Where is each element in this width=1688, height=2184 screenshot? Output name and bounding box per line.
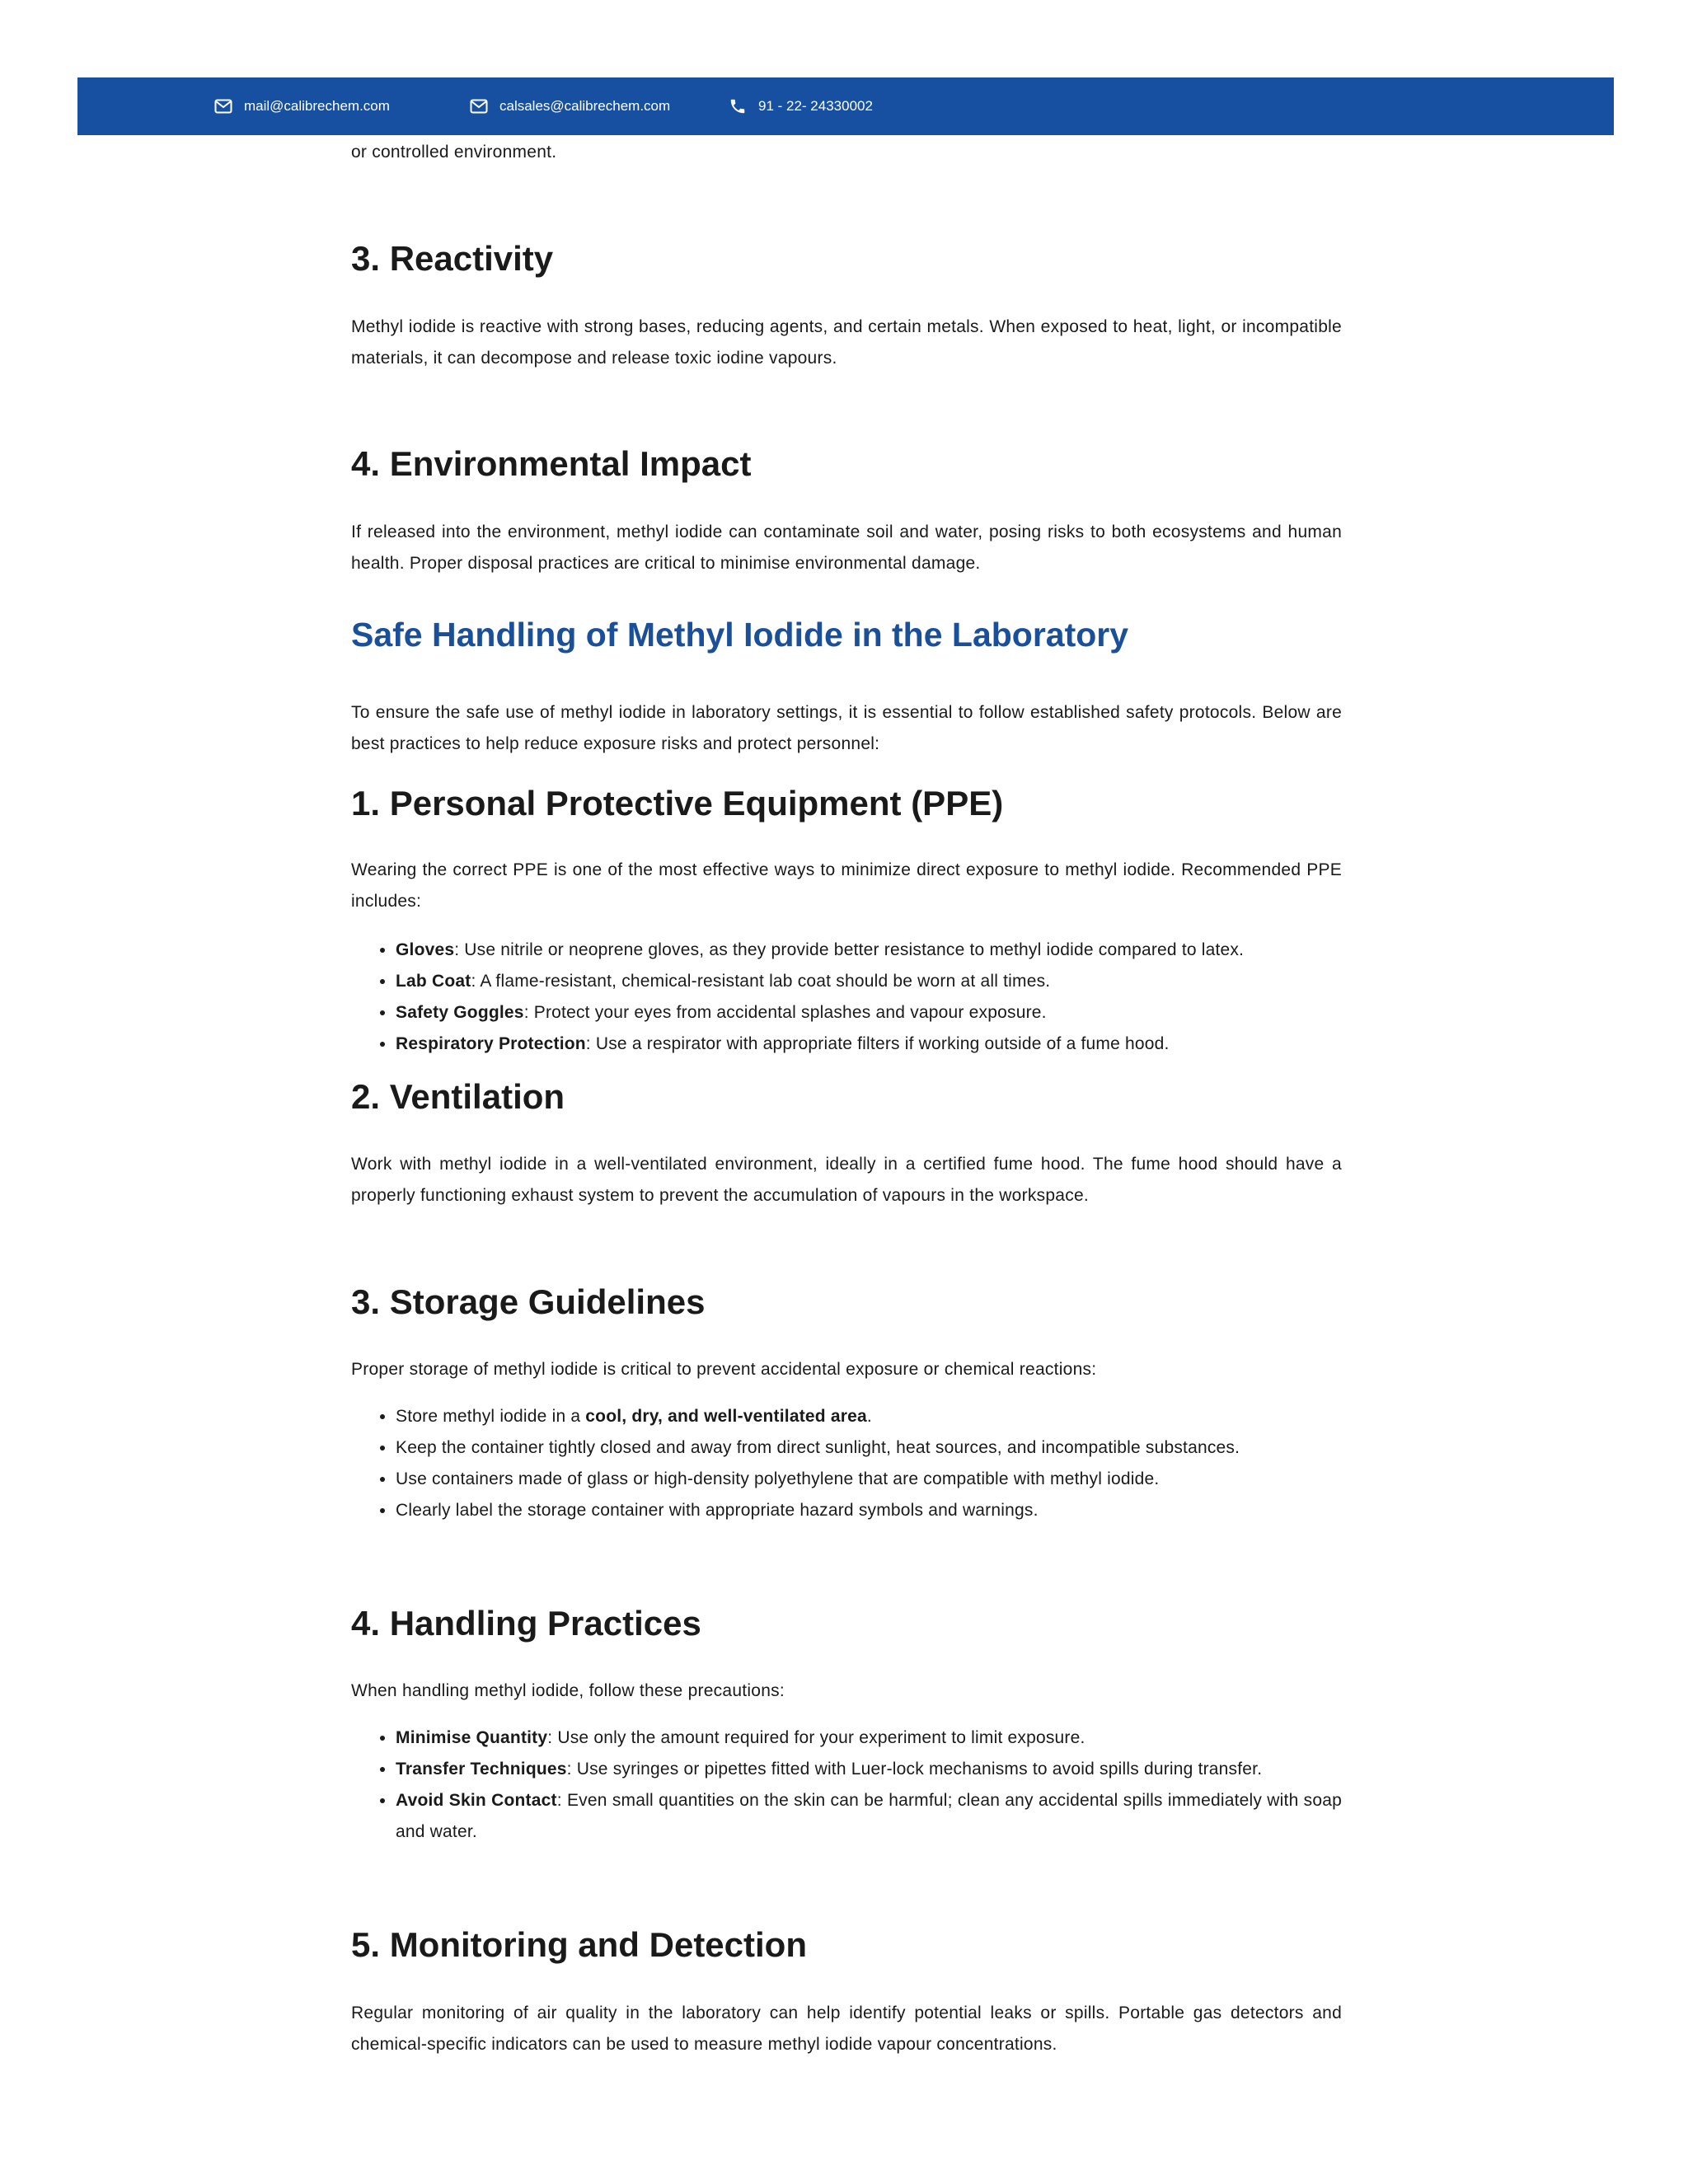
- list-item: • Gloves: Use nitrile or neoprene gloves, as they provide better resistance to methyl iodide compared to latex.: [396, 935, 1342, 966]
- envelope-icon: [214, 99, 232, 114]
- monitoring-text: Regular monitoring of air quality in the laboratory can help identify potential leaks or spills. Portable gas detectors and chemical-specific indicators can be used to measure methyl iodide vapour concentrations.: [351, 2004, 1342, 2054]
- ppe-list-wrap: [351, 935, 1342, 1060]
- envelope-icon: [470, 99, 488, 114]
- environment-heading-wrap: [351, 443, 1342, 485]
- list-item: • Minimise Quantity: Use only the amount required for your experiment to limit exposure.: [396, 1722, 1342, 1754]
- reactivity-heading: 3. Reactivity: [351, 239, 554, 278]
- monitoring-heading: 5. Monitoring and Detection: [351, 1925, 807, 1964]
- phone-text: 91 - 22- 24330002: [758, 98, 873, 114]
- storage-intro: Proper storage of methyl iodide is critical to prevent accidental exposure or chemical reactions:: [351, 1360, 1097, 1379]
- safe-handling-intro: To ensure the safe use of methyl iodide in laboratory settings, it is essential to follow established safety protocols. Below are best practices to help reduce exposure risks and protect personnel:: [351, 703, 1342, 753]
- intro-fragment: or controlled environment.: [351, 143, 557, 162]
- monitoring-text-wrap: [351, 1998, 1342, 2060]
- reactivity-text-wrap: [351, 312, 1342, 374]
- ppe-intro: Wearing the correct PPE is one of the most effective ways to minimize direct exposure to methyl iodide. Recommended PPE includes:: [351, 860, 1342, 911]
- monitoring-heading-wrap: [351, 1924, 1342, 1966]
- list-item: • Store methyl iodide in a cool, dry, and well-ventilated area.: [396, 1401, 1342, 1432]
- email-text-mail: mail@calibrechem.com: [244, 98, 390, 114]
- handling-intro: When handling methyl iodide, follow these precautions:: [351, 1681, 785, 1700]
- phone-icon: [729, 97, 747, 115]
- ppe-heading: 1. Personal Protective Equipment (PPE): [351, 784, 1004, 823]
- list-item: • Clearly label the storage container with appropriate hazard symbols and warnings.: [396, 1495, 1342, 1526]
- safe-handling-heading-wrap: [351, 613, 1342, 656]
- list-item: • Use containers made of glass or high-density polyethylene that are compatible with methyl iodide.: [396, 1464, 1342, 1495]
- ppe-list: [351, 935, 1342, 1060]
- list-item: • Lab Coat: A flame-resistant, chemical-resistant lab coat should be worn at all times.: [396, 966, 1342, 997]
- ventilation-heading-wrap: [351, 1076, 1342, 1118]
- safe-handling-heading: Safe Handling of Methyl Iodide in the Laboratory: [351, 616, 1129, 654]
- storage-intro-wrap: [351, 1354, 1342, 1385]
- storage-list-wrap: [351, 1401, 1342, 1526]
- safe-handling-intro-wrap: [351, 697, 1342, 760]
- list-item: • Transfer Techniques: Use syringes or pipettes fitted with Luer-lock mechanisms to avoid spills during transfer.: [396, 1754, 1342, 1785]
- list-item: • Keep the container tightly closed and away from direct sunlight, heat sources, and incompatible substances.: [396, 1432, 1342, 1464]
- ventilation-text-wrap: [351, 1149, 1342, 1212]
- email-link-mail[interactable]: [214, 77, 390, 135]
- environment-text: If released into the environment, methyl iodide can contaminate soil and water, posing risks to both ecosystems and human health. Proper disposal practices are critical to minimise environmental damage.: [351, 523, 1342, 573]
- handling-heading: 4. Handling Practices: [351, 1604, 701, 1643]
- environment-text-wrap: [351, 517, 1342, 579]
- storage-heading-wrap: [351, 1281, 1342, 1324]
- list-item: • Safety Goggles: Protect your eyes from accidental splashes and vapour exposure.: [396, 997, 1342, 1029]
- storage-list: [351, 1401, 1342, 1526]
- storage-heading: 3. Storage Guidelines: [351, 1282, 706, 1321]
- handling-intro-wrap: [351, 1675, 1342, 1707]
- reactivity-text: Methyl iodide is reactive with strong bases, reducing agents, and certain metals. When exposed to heat, light, or incompatible materials, it can decompose and release toxic iodine vapours.: [351, 317, 1342, 368]
- top-contact-bar: [77, 77, 1614, 135]
- reactivity-heading-wrap: [351, 237, 1342, 280]
- environment-heading: 4. Environmental Impact: [351, 444, 752, 483]
- list-item: • Avoid Skin Contact: Even small quantities on the skin can be harmful; clean any accidental spills immediately with soap and water.: [396, 1785, 1342, 1848]
- handling-list-wrap: [351, 1722, 1342, 1848]
- handling-heading-wrap: [351, 1602, 1342, 1645]
- list-item: • Respiratory Protection: Use a respirator with appropriate filters if working outside of a fume hood.: [396, 1029, 1342, 1060]
- phone-link[interactable]: [729, 77, 873, 135]
- ppe-heading-wrap: [351, 782, 1342, 825]
- ventilation-heading: 2. Ventilation: [351, 1077, 565, 1116]
- ventilation-text: Work with methyl iodide in a well-ventilated environment, ideally in a certified fume hood. The fume hood should have a properly functioning exhaust system to prevent the accumulation of vapours in the workspace.: [351, 1155, 1342, 1205]
- email-link-sales[interactable]: [470, 77, 670, 135]
- handling-list: [351, 1722, 1342, 1848]
- ppe-intro-wrap: [351, 855, 1342, 917]
- email-text-sales: calsales@calibrechem.com: [499, 98, 671, 114]
